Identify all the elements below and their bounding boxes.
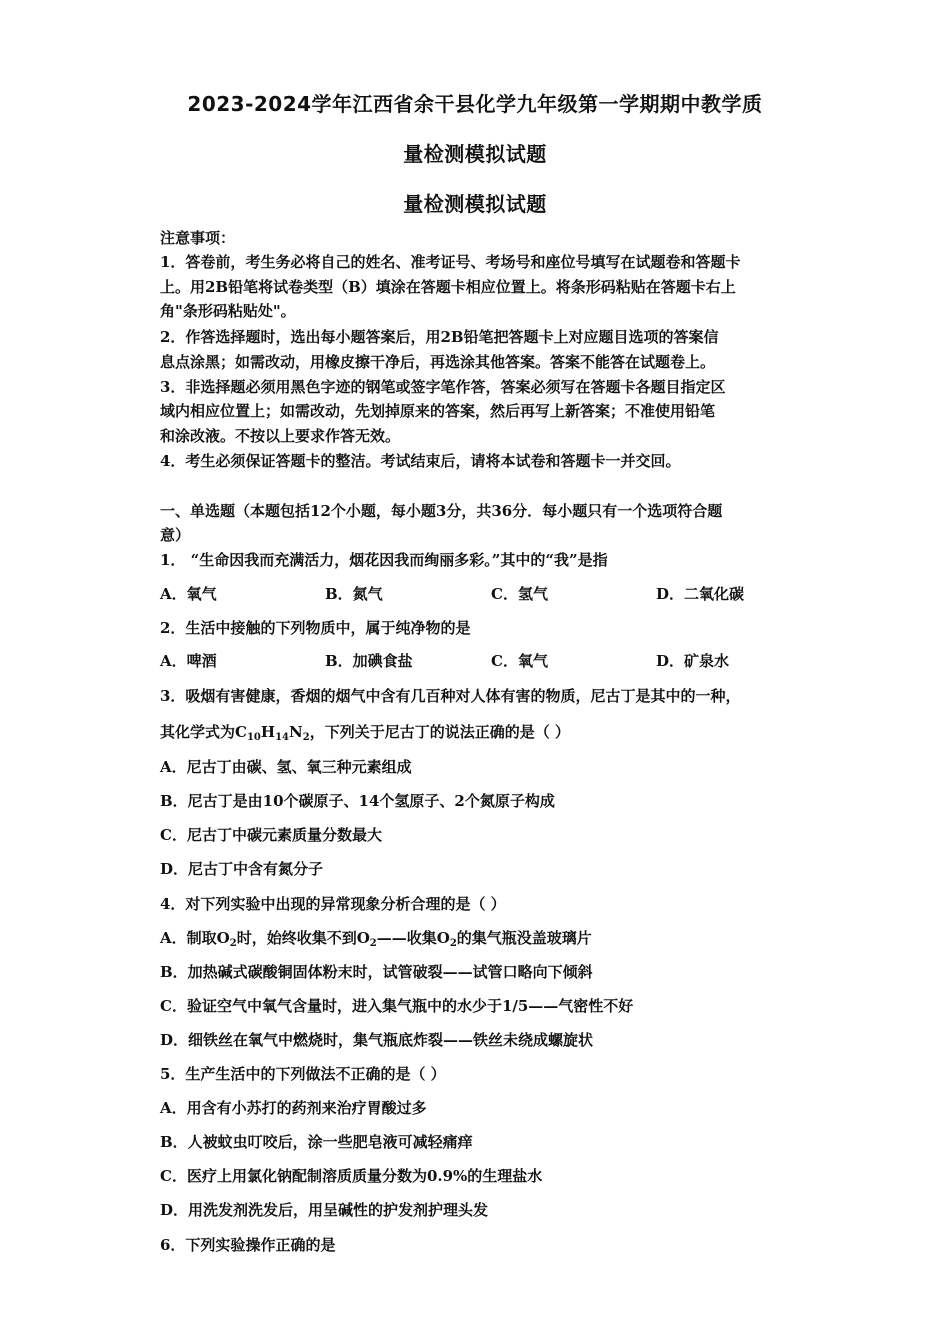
question-5-option-a: A．用含有小苏打的药剂来治疗胃酸过多: [160, 1099, 427, 1117]
notice-line: 4．考生必须保证答题卡的整洁。考试结束后，请将本试卷和答题卡一并交回。: [160, 452, 681, 470]
question-2-option-b: B．加碘食盐: [325, 652, 413, 670]
notice-line: 角"条形码粘贴处"。: [160, 302, 296, 320]
question-2-option-c: C．氧气: [491, 652, 548, 670]
notice-line: 2．作答选择题时，选出每小题答案后，用2B铅笔把答题卡上对应题目选项的答案信: [160, 328, 719, 346]
question-5-option-c: C．医疗上用氯化钠配制溶质质量分数为0.9%的生理盐水: [160, 1167, 543, 1185]
question-2-option-d: D．矿泉水: [656, 652, 730, 670]
stem-text: ，下列关于尼古丁的说法正确的是（ ）: [309, 723, 570, 741]
question-3-stem-line-2: [160, 722, 570, 742]
question-3-stem-line-1: 3．吸烟有害健康，香烟的烟气中含有几百种对人体有害的物质，尼古丁是其中的一种，: [160, 687, 741, 705]
question-4-option-b: B．加热碱式碳酸铜固体粉末时，试管破裂——试管口略向下倾斜: [160, 963, 593, 981]
question-4-stem: 4．对下列实验中出现的异常现象分析合理的是（ ）: [160, 895, 506, 913]
question-5-stem: 5．生产生活中的下列做法不正确的是（ ）: [160, 1065, 446, 1083]
chemical-formula: $C_{10}H_{14}N_2$: [235, 723, 310, 743]
question-1-stem: 1． “生命因我而充满活力，烟花因我而绚丽多彩。”其中的“我”是指: [160, 551, 608, 569]
question-3-option-a: A．尼古丁由碳、氢、氧三种元素组成: [160, 758, 412, 776]
notice-line: 和涂改液。不按以上要求作答无效。: [160, 427, 401, 445]
question-3-option-d: D．尼古丁中含有氮分子: [160, 860, 324, 878]
section-heading-line-1: 一、单选题（本题包括12个小题，每小题3分，共36分．每小题只有一个选项符合题: [160, 502, 723, 520]
question-4-option-a: A．制取$O_2$时，始终收集不到$O_2——$收集$O_2$的集气瓶没盖玻璃片: [160, 929, 592, 949]
notice-line: 1．答卷前，考生务必将自己的姓名、准考证号、考场号和座位号填写在试题卷和答题卡: [160, 253, 741, 271]
question-1-option-a: A．氧气: [160, 585, 217, 603]
question-1-option-b: B．氮气: [325, 585, 383, 603]
notice-line: 3．非选择题必须用黑色字迹的钢笔或签字笔作答，答案必须写在答题卡各题目指定区: [160, 378, 726, 396]
exam-title-line-2: 量检测模拟试题: [403, 142, 547, 166]
question-2-stem: 2．生活中接触的下列物质中，属于纯净物的是: [160, 619, 471, 637]
question-3-option-c: C．尼古丁中碳元素质量分数最大: [160, 826, 382, 844]
stem-text: 其化学式为: [160, 723, 236, 741]
question-3-option-b: B．尼古丁是由10个碳原子、14个氢原子、2个氮原子构成: [160, 792, 555, 810]
question-5-option-b: B．人被蚊虫叮咬后，涂一些肥皂液可减轻痛痒: [160, 1133, 473, 1151]
question-1-option-d: D．二氧化碳: [656, 585, 745, 603]
question-2-option-a: A．啤酒: [160, 652, 217, 670]
notice-line: 上。用2B铅笔将试卷类型（B）填涂在答题卡相应位置上。将条形码粘贴在答题卡右上: [160, 278, 736, 296]
question-4-option-c: C．验证空气中氧气含量时，进入集气瓶中的水少于1/5——气密性不好: [160, 997, 634, 1015]
notice-line: 域内相应位置上；如需改动，先划掉原来的答案，然后再写上新答案；不准使用铅笔: [160, 402, 716, 420]
notice-heading: 注意事项：: [160, 229, 236, 247]
question-4-option-d: D．细铁丝在氧气中燃烧时，集气瓶底炸裂——铁丝未绕成螺旋状: [160, 1031, 594, 1049]
exam-title-line-3: 量检测模拟试题: [403, 192, 547, 216]
notice-line: 息点涂黑；如需改动，用橡皮擦干净后，再选涂其他答案。答案不能答在试题卷上。: [160, 353, 716, 371]
question-6-stem: 6．下列实验操作正确的是: [160, 1236, 336, 1254]
question-1-option-c: C．氢气: [491, 585, 548, 603]
question-5-option-d: D．用洗发剂洗发后，用呈碱性的护发剂护理头发: [160, 1201, 489, 1219]
section-heading-line-2: 意）: [160, 526, 191, 544]
exam-title-line-1: 2023-2024学年江西省余干县化学九年级第一学期期中教学质: [187, 92, 763, 116]
